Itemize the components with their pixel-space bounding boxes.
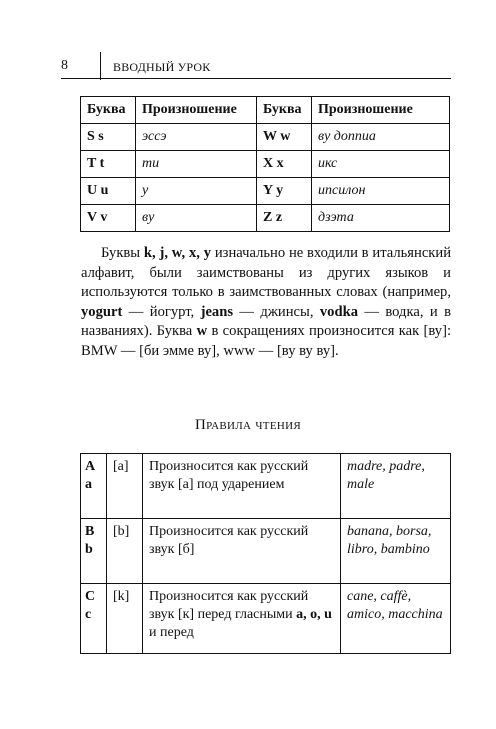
description-cell xyxy=(143,584,341,654)
uppercase-letter: C xyxy=(85,589,96,604)
letter-cell: V v xyxy=(81,205,136,232)
letter-cell xyxy=(81,519,107,584)
uppercase-letter: B xyxy=(85,524,95,539)
reading-rules-table xyxy=(80,453,451,654)
letter-cell: X x xyxy=(257,151,312,178)
letter-cell: U u xyxy=(81,178,136,205)
description-cell: Произносится как русский звук [б] xyxy=(143,519,341,584)
lowercase-letter: c xyxy=(85,607,92,622)
pronunciation-cell: ву доппиа xyxy=(312,124,450,151)
text-run: Произносится как русский звук [к] перед гласными xyxy=(149,589,309,622)
letter-cell xyxy=(81,454,107,519)
pronunciation-cell: ипсилон xyxy=(312,178,450,205)
sound-cell: [k] xyxy=(107,584,143,654)
page-number: 8 xyxy=(61,58,68,73)
table-row xyxy=(81,151,450,178)
running-header-title: ВВОДНЫЙ УРОК xyxy=(113,60,211,74)
table-row xyxy=(81,178,450,205)
examples-cell: banana, borsa, libro, bambino xyxy=(341,519,451,584)
column-header: Буква xyxy=(81,97,136,124)
examples-cell: cane, caffè, amico, macchina xyxy=(341,584,451,654)
text-run: — джинсы, xyxy=(233,303,320,320)
text-run: Буквы xyxy=(101,245,144,261)
text-run: изначально не входили в итальянский алфавит, были заимствованы из других языков и используются только в заимствованных словах (например, xyxy=(81,245,452,301)
sound-cell: [b] xyxy=(107,519,143,584)
uppercase-letter: A xyxy=(85,459,96,474)
pronunciation-cell: дзэта xyxy=(312,205,450,232)
column-header: Буква xyxy=(257,97,312,124)
bold-run: a, o, u xyxy=(296,607,332,622)
bold-run: k, j, w, x, y xyxy=(143,245,212,261)
pronunciation-cell: ти xyxy=(136,151,257,178)
pronunciation-cell: ву xyxy=(136,205,257,232)
lowercase-letter: b xyxy=(85,542,93,557)
letter-cell: W w xyxy=(257,124,312,151)
bold-run: jeans xyxy=(200,303,234,320)
examples-cell: madre, padre, male xyxy=(341,454,451,519)
text-run: — йогурт, xyxy=(122,303,201,320)
alphabet-table xyxy=(80,96,450,232)
table-row xyxy=(81,519,451,584)
bold-run: w xyxy=(196,323,208,340)
bold-run: vodka xyxy=(319,303,358,320)
column-header: Произношение xyxy=(312,97,450,124)
letter-cell xyxy=(81,584,107,654)
table-header-row xyxy=(81,97,450,124)
text-run: и перед xyxy=(149,625,194,640)
letter-cell: Y y xyxy=(257,178,312,205)
letter-cell: S s xyxy=(81,124,136,151)
section-title: Правила чтения xyxy=(195,417,301,433)
sound-cell: [a] xyxy=(107,454,143,519)
pronunciation-cell: икс xyxy=(312,151,450,178)
table-row xyxy=(81,124,450,151)
description-cell: Произносится как русский звук [а] под ударением xyxy=(143,454,341,519)
body-paragraph xyxy=(81,244,451,362)
table-row xyxy=(81,205,450,232)
pronunciation-cell: эссэ xyxy=(136,124,257,151)
table-row xyxy=(81,584,451,654)
bold-run: yogurt xyxy=(81,303,123,320)
header-rule xyxy=(61,78,451,79)
table-row xyxy=(81,454,451,519)
header-divider xyxy=(100,52,101,80)
text-run: в сокращениях произносится как [ву]: BMW — [би эмме ву], www — [ву ву ву]. xyxy=(81,323,451,359)
column-header: Произношение xyxy=(136,97,257,124)
pronunciation-cell: у xyxy=(136,178,257,205)
letter-cell: Z z xyxy=(257,205,312,232)
lowercase-letter: a xyxy=(85,477,92,492)
letter-cell: T t xyxy=(81,151,136,178)
text-run: — водка, и в названиях). Буква xyxy=(81,303,451,340)
